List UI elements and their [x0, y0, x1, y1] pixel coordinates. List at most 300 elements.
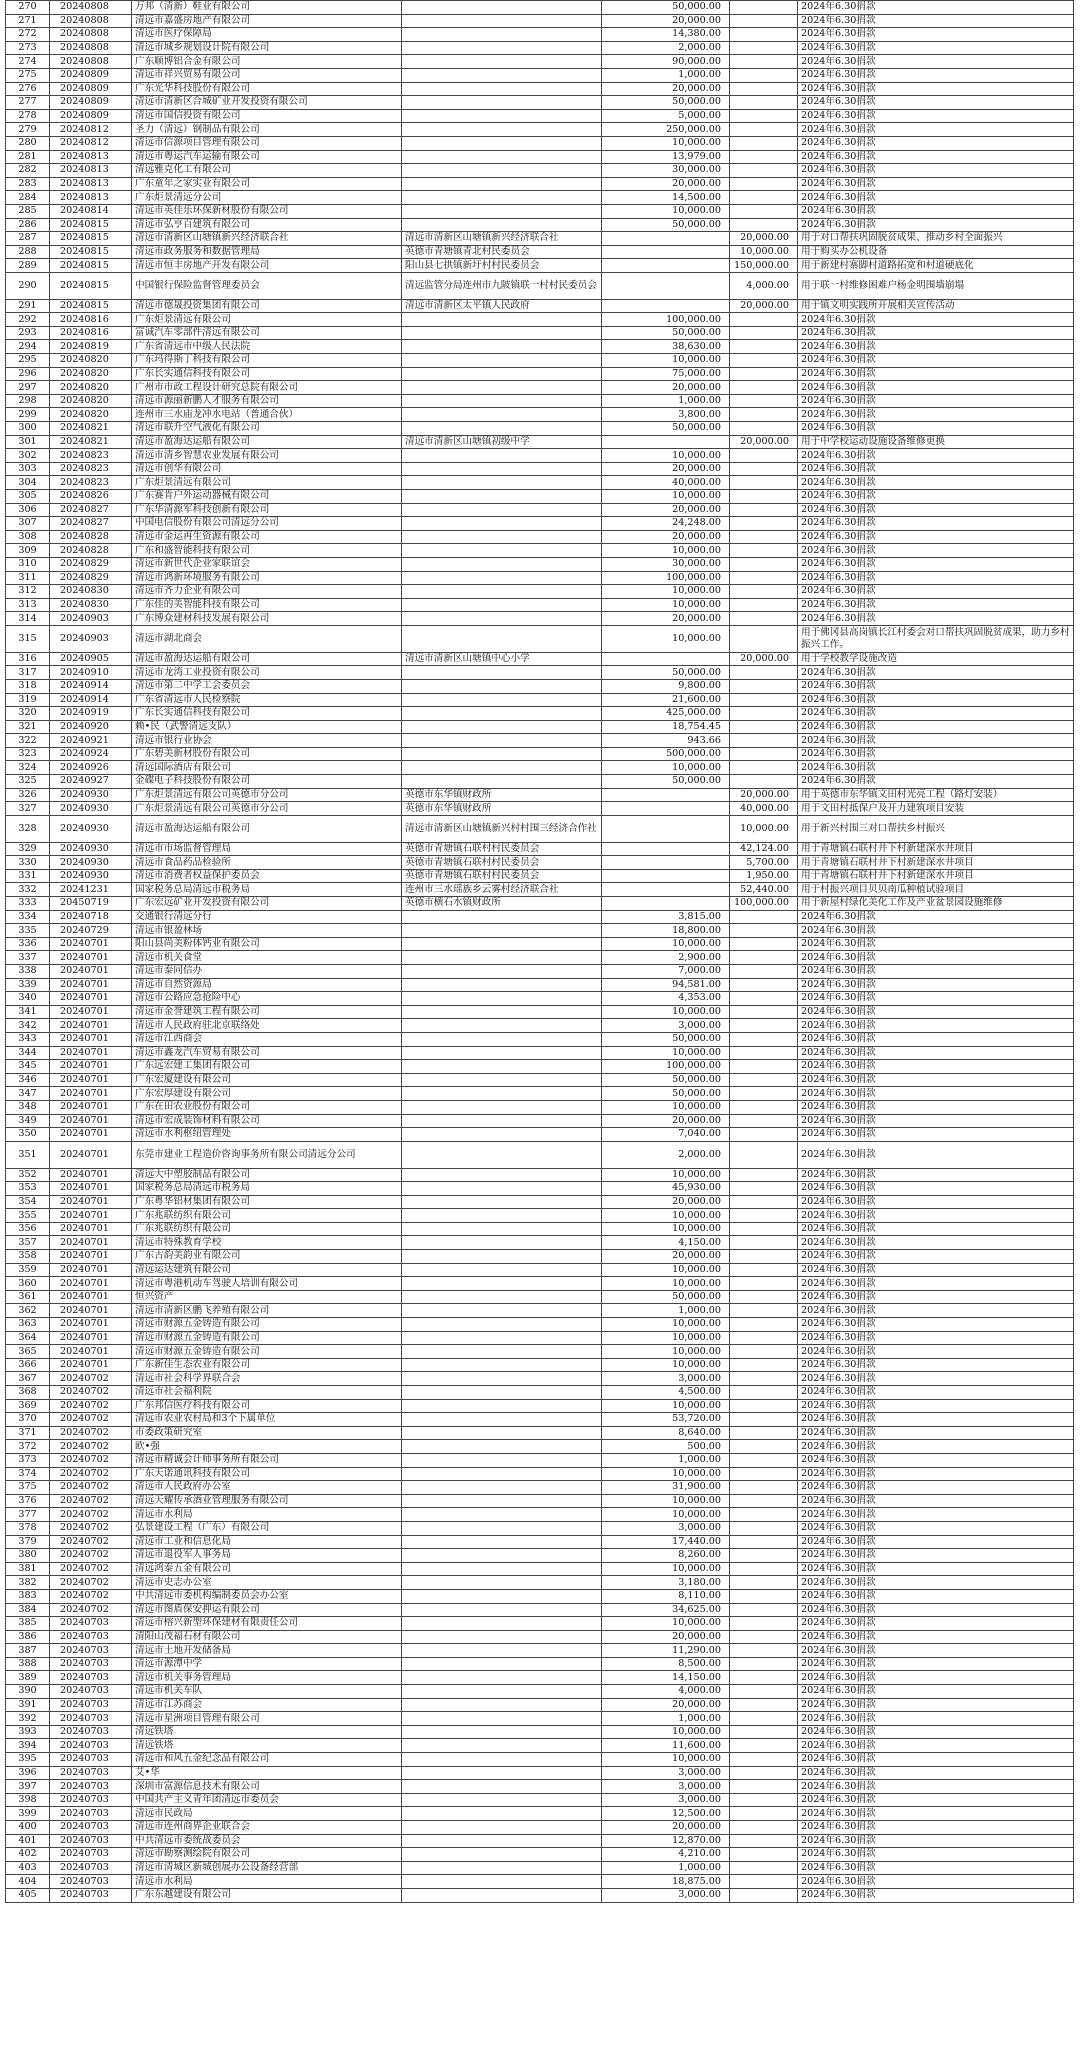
table-row — [6, 652, 1074, 666]
purpose-note: 2024年6.30捐款 — [798, 1875, 1074, 1889]
donation-amount: 10,000.00 — [602, 585, 730, 599]
row-number: 364 — [6, 1331, 50, 1345]
row-number: 312 — [6, 585, 50, 599]
donation-date: 20240701 — [50, 1358, 132, 1372]
purpose-note: 2024年6.30捐款 — [798, 150, 1074, 164]
row-number: 321 — [6, 720, 50, 734]
row-number: 344 — [6, 1046, 50, 1060]
purpose-note: 2024年6.30捐款 — [798, 164, 1074, 178]
recipient-name — [402, 109, 602, 123]
recipient-name — [402, 571, 602, 585]
donation-date: 20240930 — [50, 856, 132, 870]
recipient-name: 清远监管分局连州市九陂镇联一村村民委员会 — [402, 272, 602, 299]
donation-amount: 10,000.00 — [602, 1399, 730, 1413]
recipient-name — [402, 1671, 602, 1685]
recipient-name — [402, 1617, 602, 1631]
recipient-name — [402, 1100, 602, 1114]
donation-amount: 10,000.00 — [602, 1467, 730, 1481]
donation-date: 20240701 — [50, 1222, 132, 1236]
recipient-name — [402, 1114, 602, 1128]
recipient-name — [402, 1331, 602, 1345]
designated-amount: 20,000.00 — [730, 652, 798, 666]
recipient-name — [402, 1562, 602, 1576]
purpose-note: 2024年6.30捐款 — [798, 1413, 1074, 1427]
recipient-name — [402, 1141, 602, 1168]
recipient-name — [402, 992, 602, 1006]
recipient-name — [402, 1753, 602, 1767]
donation-amount — [602, 897, 730, 911]
donor-name: 清远市财源五金铸造有限公司 — [132, 1331, 402, 1345]
designated-amount — [730, 1766, 798, 1780]
recipient-name — [402, 1182, 602, 1196]
designated-amount — [730, 1494, 798, 1508]
row-number: 385 — [6, 1617, 50, 1631]
donation-amount: 10,000.00 — [602, 1331, 730, 1345]
table-row — [6, 68, 1074, 82]
recipient-name — [402, 1046, 602, 1060]
donor-name: 广东远宏建工集团有限公司 — [132, 1060, 402, 1074]
donation-date: 20240809 — [50, 96, 132, 110]
donation-amount: 3,800.00 — [602, 408, 730, 422]
donation-date: 20240701 — [50, 951, 132, 965]
donor-name: 清远市和风五金纪念品有限公司 — [132, 1753, 402, 1767]
row-number: 319 — [6, 693, 50, 707]
designated-amount — [730, 1807, 798, 1821]
designated-amount — [730, 1739, 798, 1753]
donor-name: 中共清远市委统战委员会 — [132, 1834, 402, 1848]
recipient-name — [402, 598, 602, 612]
table-row — [6, 1209, 1074, 1223]
row-number: 314 — [6, 612, 50, 626]
table-row — [6, 517, 1074, 531]
table-row — [6, 883, 1074, 897]
table-row — [6, 259, 1074, 273]
row-number: 323 — [6, 747, 50, 761]
designated-amount — [730, 964, 798, 978]
table-row — [6, 1440, 1074, 1454]
purpose-note: 2024年6.30捐款 — [798, 937, 1074, 951]
recipient-name — [402, 1290, 602, 1304]
purpose-note: 2024年6.30捐款 — [798, 1073, 1074, 1087]
purpose-note: 2024年6.30捐款 — [798, 489, 1074, 503]
recipient-name — [402, 462, 602, 476]
table-row — [6, 788, 1074, 802]
donation-date: 20240703 — [50, 1712, 132, 1726]
donation-date: 20240924 — [50, 747, 132, 761]
donor-name: 清远市机关车队 — [132, 1685, 402, 1699]
donation-date: 20240809 — [50, 82, 132, 96]
purpose-note: 2024年6.30捐款 — [798, 1209, 1074, 1223]
designated-amount: 10,000.00 — [730, 815, 798, 842]
donation-date: 20240702 — [50, 1549, 132, 1563]
designated-amount — [730, 191, 798, 205]
donor-name: 清远市清新区山塘镇新兴经济联合社 — [132, 232, 402, 246]
donation-amount: 10,000.00 — [602, 354, 730, 368]
designated-amount — [730, 14, 798, 28]
row-number: 294 — [6, 340, 50, 354]
donation-amount: 10,000.00 — [602, 204, 730, 218]
donor-name: 清远市恒丰房地产开发有限公司 — [132, 259, 402, 273]
table-row — [6, 761, 1074, 775]
donation-date: 20240701 — [50, 992, 132, 1006]
table-row — [6, 693, 1074, 707]
donor-name: 清远市德晟投资集团有限公司 — [132, 299, 402, 313]
purpose-note: 2024年6.30捐款 — [798, 449, 1074, 463]
designated-amount — [730, 1685, 798, 1699]
row-number: 333 — [6, 897, 50, 911]
table-row — [6, 218, 1074, 232]
donation-amount: 3,000.00 — [602, 1766, 730, 1780]
purpose-note: 2024年6.30捐款 — [798, 978, 1074, 992]
recipient-name — [402, 164, 602, 178]
designated-amount — [730, 422, 798, 436]
designated-amount — [730, 1521, 798, 1535]
donation-date: 20240703 — [50, 1821, 132, 1835]
donation-date: 20240820 — [50, 381, 132, 395]
designated-amount — [730, 96, 798, 110]
donor-name: 清远市新世代企业家联谊会 — [132, 557, 402, 571]
donation-date: 20240821 — [50, 435, 132, 449]
donation-date: 20240703 — [50, 1861, 132, 1875]
designated-amount — [730, 1358, 798, 1372]
table-row — [6, 964, 1074, 978]
recipient-name — [402, 666, 602, 680]
purpose-note: 用于村振兴项目贝贝南瓜种植试验项目 — [798, 883, 1074, 897]
donation-date: 20240701 — [50, 1318, 132, 1332]
donation-date: 20240808 — [50, 1, 132, 15]
donor-name: 清远市工业和信息化局 — [132, 1535, 402, 1549]
purpose-note: 2024年6.30捐款 — [798, 1358, 1074, 1372]
recipient-name — [402, 1589, 602, 1603]
donor-name: 广东新佳生态农业有限公司 — [132, 1358, 402, 1372]
donation-amount: 11,290.00 — [602, 1644, 730, 1658]
donor-name: 广东古韵美韵业有限公司 — [132, 1250, 402, 1264]
donation-amount: 1,000.00 — [602, 394, 730, 408]
donation-amount: 20,000.00 — [602, 1114, 730, 1128]
designated-amount — [730, 1861, 798, 1875]
designated-amount — [730, 313, 798, 327]
row-number: 338 — [6, 964, 50, 978]
donation-date: 20240816 — [50, 313, 132, 327]
table-row — [6, 1657, 1074, 1671]
table-row — [6, 679, 1074, 693]
donor-name: 清远市信源项目管理有限公司 — [132, 136, 402, 150]
table-row — [6, 1875, 1074, 1889]
recipient-name — [402, 1168, 602, 1182]
donation-date: 20240814 — [50, 204, 132, 218]
recipient-name — [402, 1195, 602, 1209]
donation-amount: 38,630.00 — [602, 340, 730, 354]
donation-date: 20240703 — [50, 1793, 132, 1807]
donation-amount: 10,000.00 — [602, 1005, 730, 1019]
purpose-note: 2024年6.30捐款 — [798, 28, 1074, 42]
donation-date: 20240701 — [50, 1141, 132, 1168]
donor-name: 清远市清乡智慧农业发展有限公司 — [132, 449, 402, 463]
donation-date: 20240815 — [50, 272, 132, 299]
donor-name: 清远市粤港机动车驾驶人培训有限公司 — [132, 1277, 402, 1291]
row-number: 392 — [6, 1712, 50, 1726]
recipient-name — [402, 1780, 602, 1794]
purpose-note: 2024年6.30捐款 — [798, 462, 1074, 476]
donation-amount: 40,000.00 — [602, 476, 730, 490]
donation-date: 20240823 — [50, 462, 132, 476]
table-row — [6, 1698, 1074, 1712]
designated-amount — [730, 1603, 798, 1617]
donation-date: 20240816 — [50, 326, 132, 340]
donor-name: 广东炬景清远有限公司英德市分公司 — [132, 802, 402, 816]
row-number: 297 — [6, 381, 50, 395]
donation-amount: 50,000.00 — [602, 775, 730, 789]
donation-date: 20240701 — [50, 1195, 132, 1209]
donation-date: 20240703 — [50, 1888, 132, 1902]
donation-date: 20240701 — [50, 1263, 132, 1277]
row-number: 346 — [6, 1073, 50, 1087]
purpose-note: 2024年6.30捐款 — [798, 1222, 1074, 1236]
purpose-note: 用于联一村维修困难户杨金明围墙崩塌 — [798, 272, 1074, 299]
donation-amount: 10,000.00 — [602, 449, 730, 463]
donation-amount: 14,380.00 — [602, 28, 730, 42]
row-number: 383 — [6, 1589, 50, 1603]
purpose-note: 2024年6.30捐款 — [798, 367, 1074, 381]
donor-name: 中国电信股份有限公司清远分公司 — [132, 517, 402, 531]
table-row — [6, 164, 1074, 178]
recipient-name — [402, 489, 602, 503]
recipient-name — [402, 1060, 602, 1074]
donor-name: 清远雅克化工有限公司 — [132, 164, 402, 178]
purpose-note: 2024年6.30捐款 — [798, 1331, 1074, 1345]
table-row — [6, 775, 1074, 789]
row-number: 300 — [6, 422, 50, 436]
recipient-name — [402, 1576, 602, 1590]
recipient-name — [402, 1603, 602, 1617]
donor-name: 广东粤华铝材集团有限公司 — [132, 1195, 402, 1209]
recipient-name — [402, 1508, 602, 1522]
donation-date: 20240702 — [50, 1603, 132, 1617]
donor-name: 圣力（清远）钢制品有限公司 — [132, 123, 402, 137]
donor-name: 赖•民（武警清远支队） — [132, 720, 402, 734]
donor-name: 万邦（清新）鞋业有限公司 — [132, 1, 402, 15]
donor-name: 欧•强 — [132, 1440, 402, 1454]
donation-amount: 2,000.00 — [602, 41, 730, 55]
table-row — [6, 503, 1074, 517]
purpose-note: 2024年6.30捐款 — [798, 1236, 1074, 1250]
designated-amount — [730, 924, 798, 938]
ledger-body — [6, 1, 1074, 1903]
donation-amount: 18,754.45 — [602, 720, 730, 734]
recipient-name — [402, 1386, 602, 1400]
designated-amount — [730, 1386, 798, 1400]
donation-date: 20240815 — [50, 218, 132, 232]
table-row — [6, 1453, 1074, 1467]
donation-amount: 1,000.00 — [602, 1304, 730, 1318]
donation-amount: 10,000.00 — [602, 1345, 730, 1359]
purpose-note: 用于新建村寨脚村道路拓宽和村道硬底化 — [798, 259, 1074, 273]
row-number: 305 — [6, 489, 50, 503]
table-row — [6, 109, 1074, 123]
purpose-note: 2024年6.30捐款 — [798, 951, 1074, 965]
table-row — [6, 1562, 1074, 1576]
table-row — [6, 1712, 1074, 1726]
table-row — [6, 1168, 1074, 1182]
purpose-note: 用于镇文明实践所开展相关宣传活动 — [798, 299, 1074, 313]
donation-date: 20240813 — [50, 164, 132, 178]
donor-name: 清远鸿泰五金有限公司 — [132, 1562, 402, 1576]
designated-amount — [730, 1753, 798, 1767]
row-number: 313 — [6, 598, 50, 612]
recipient-name — [402, 96, 602, 110]
donation-date: 20240703 — [50, 1630, 132, 1644]
row-number: 320 — [6, 707, 50, 721]
donation-amount: 31,900.00 — [602, 1481, 730, 1495]
row-number: 395 — [6, 1753, 50, 1767]
purpose-note: 2024年6.30捐款 — [798, 1345, 1074, 1359]
donation-date: 20240702 — [50, 1372, 132, 1386]
purpose-note: 2024年6.30捐款 — [798, 1386, 1074, 1400]
donation-amount: 50,000.00 — [602, 666, 730, 680]
donor-name: 国家税务总局清远市税务局 — [132, 883, 402, 897]
recipient-name — [402, 1481, 602, 1495]
recipient-name — [402, 1073, 602, 1087]
recipient-name — [402, 82, 602, 96]
recipient-name — [402, 964, 602, 978]
row-number: 349 — [6, 1114, 50, 1128]
donation-date: 20240930 — [50, 802, 132, 816]
donation-date: 20240927 — [50, 775, 132, 789]
table-row — [6, 489, 1074, 503]
row-number: 302 — [6, 449, 50, 463]
donor-name: 广东邦信医疗科技有限公司 — [132, 1399, 402, 1413]
row-number: 403 — [6, 1861, 50, 1875]
row-number: 303 — [6, 462, 50, 476]
table-row — [6, 1032, 1074, 1046]
purpose-note: 2024年6.30捐款 — [798, 1399, 1074, 1413]
donor-name: 广东东越建设有限公司 — [132, 1888, 402, 1902]
purpose-note: 2024年6.30捐款 — [798, 123, 1074, 137]
table-row — [6, 55, 1074, 69]
donor-name: 清远市源潭中学 — [132, 1657, 402, 1671]
recipient-name: 清远市清新区山塘镇中心小学 — [402, 652, 602, 666]
row-number: 345 — [6, 1060, 50, 1074]
recipient-name — [402, 367, 602, 381]
table-row — [6, 666, 1074, 680]
table-row — [6, 1494, 1074, 1508]
recipient-name — [402, 1535, 602, 1549]
designated-amount — [730, 1549, 798, 1563]
table-row — [6, 1372, 1074, 1386]
purpose-note: 2024年6.30捐款 — [798, 557, 1074, 571]
recipient-name — [402, 1222, 602, 1236]
donation-amount: 14,150.00 — [602, 1671, 730, 1685]
row-number: 308 — [6, 530, 50, 544]
donor-name: 广东宏厚建设有限公司 — [132, 1087, 402, 1101]
purpose-note: 2024年6.30捐款 — [798, 1032, 1074, 1046]
purpose-note: 2024年6.30捐款 — [798, 218, 1074, 232]
donation-date: 20240815 — [50, 259, 132, 273]
donation-amount: 10,000.00 — [602, 1617, 730, 1631]
donation-amount: 20,000.00 — [602, 462, 730, 476]
purpose-note: 2024年6.30捐款 — [798, 924, 1074, 938]
table-row — [6, 1481, 1074, 1495]
table-row — [6, 232, 1074, 246]
designated-amount — [730, 720, 798, 734]
row-number: 365 — [6, 1345, 50, 1359]
donation-date: 20240702 — [50, 1467, 132, 1481]
designated-amount — [730, 1413, 798, 1427]
table-row — [6, 1888, 1074, 1902]
purpose-note: 2024年6.30捐款 — [798, 1685, 1074, 1699]
purpose-note: 2024年6.30捐款 — [798, 340, 1074, 354]
designated-amount — [730, 1725, 798, 1739]
donor-name: 清远市湖北商会 — [132, 625, 402, 652]
purpose-note: 2024年6.30捐款 — [798, 1780, 1074, 1794]
recipient-name — [402, 720, 602, 734]
donation-amount: 1,000.00 — [602, 1712, 730, 1726]
donation-date: 20240815 — [50, 232, 132, 246]
donor-name: 广东炬景清远有限公司 — [132, 313, 402, 327]
purpose-note: 2024年6.30捐款 — [798, 1793, 1074, 1807]
donor-name: 清远市金誉建筑工程有限公司 — [132, 1005, 402, 1019]
row-number: 374 — [6, 1467, 50, 1481]
purpose-note: 2024年6.30捐款 — [798, 598, 1074, 612]
purpose-note: 2024年6.30捐款 — [798, 1304, 1074, 1318]
recipient-name — [402, 28, 602, 42]
donation-date: 20240903 — [50, 625, 132, 652]
designated-amount — [730, 1222, 798, 1236]
donation-amount: 18,800.00 — [602, 924, 730, 938]
donation-date: 20240702 — [50, 1589, 132, 1603]
purpose-note: 2024年6.30捐款 — [798, 1141, 1074, 1168]
row-number: 270 — [6, 1, 50, 15]
recipient-name — [402, 1630, 602, 1644]
recipient-name — [402, 1, 602, 15]
donation-date: 20240815 — [50, 245, 132, 259]
table-row — [6, 1005, 1074, 1019]
table-row — [6, 1644, 1074, 1658]
donor-name: 广东碧美新材股份有限公司 — [132, 747, 402, 761]
row-number: 381 — [6, 1562, 50, 1576]
donor-name: 清远市银盈林场 — [132, 924, 402, 938]
designated-amount — [730, 28, 798, 42]
row-number: 304 — [6, 476, 50, 490]
recipient-name — [402, 1861, 602, 1875]
donation-amount: 2,900.00 — [602, 951, 730, 965]
table-row — [6, 842, 1074, 856]
donor-name: 中国银行保险监督管理委员会 — [132, 272, 402, 299]
recipient-name: 清远市清新区山塘镇新兴经济联合社 — [402, 232, 602, 246]
row-number: 394 — [6, 1739, 50, 1753]
table-row — [6, 1060, 1074, 1074]
table-row — [6, 1535, 1074, 1549]
purpose-note: 2024年6.30捐款 — [798, 55, 1074, 69]
designated-amount — [730, 1331, 798, 1345]
designated-amount — [730, 218, 798, 232]
table-row — [6, 1848, 1074, 1862]
recipient-name — [402, 734, 602, 748]
recipient-name — [402, 1440, 602, 1454]
donor-name: 广东省清远市中级人民法院 — [132, 340, 402, 354]
recipient-name — [402, 1888, 602, 1902]
donation-amount: 10,000.00 — [602, 1209, 730, 1223]
donation-amount: 20,000.00 — [602, 82, 730, 96]
table-row — [6, 1358, 1074, 1372]
donation-date: 20240729 — [50, 924, 132, 938]
designated-amount — [730, 747, 798, 761]
purpose-note: 用于对口帮扶巩固脱贫成果、推动乡村全面振兴 — [798, 232, 1074, 246]
recipient-name — [402, 1467, 602, 1481]
designated-amount — [730, 1399, 798, 1413]
table-row — [6, 123, 1074, 137]
table-row — [6, 1100, 1074, 1114]
